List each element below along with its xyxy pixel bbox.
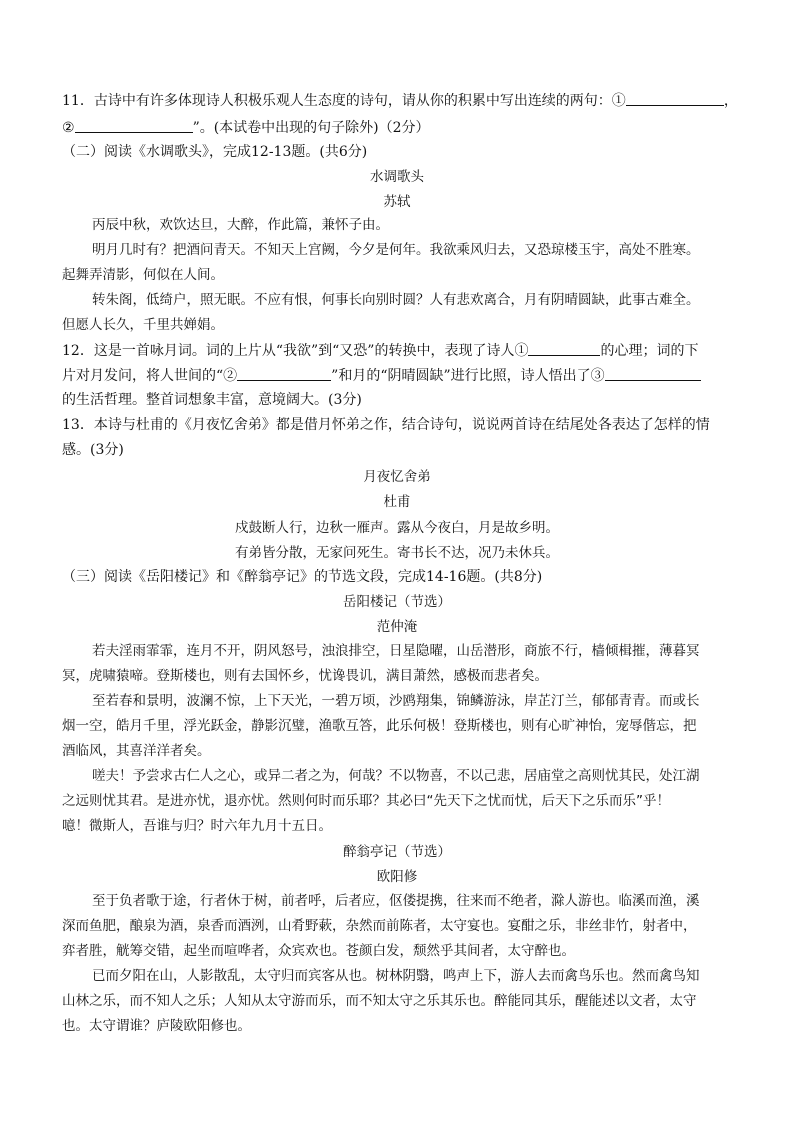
poem-lower-line-2: 但愿人长久，千里共婵娟。 (62, 317, 224, 333)
question-12-line-1 (62, 341, 698, 360)
section-2-intro: （二）阅读《水调歌头》，完成12-13题。(共6分) (62, 144, 368, 160)
poem-upper-line-1: 明月几时有？把酒问青天。不知天上宫阙，今夕是何年。我欲乘风归去，又恐琼楼玉宇，高处不胜寒。 (92, 242, 700, 258)
poem-upper-line-2: 起舞弄清影，何似在人间。 (62, 267, 224, 283)
answer-blank-11-1[interactable] (626, 91, 724, 106)
question-11-line-1 (62, 91, 738, 110)
answer-blank-12-2[interactable] (237, 366, 331, 381)
blank-marker: ② (62, 120, 75, 136)
essay-author-ouyangxiu: 欧阳修 (376, 869, 418, 885)
answer-blank-11-2[interactable] (75, 118, 193, 133)
poem-title-shuidiaogetou: 水调歌头 (370, 169, 424, 185)
yueyang-p1-line-2: 冥，虎啸猿啼。登斯楼也，则有去国怀乡，忧谗畏讥，满目萧然，感极而悲者矣。 (62, 668, 548, 684)
answer-blank-12-1[interactable] (528, 341, 600, 356)
zuiweng-p2-line-1: 已而夕阳在山，人影散乱，太守归而宾客从也。树林阴翳，鸣声上下，游人去而禽鸟乐也。然而禽鸟知 (92, 968, 700, 984)
section-3-intro: （三）阅读《岳阳楼记》和《醉翁亭记》的节选文段，完成14-16题。(共8分) (62, 569, 543, 585)
question-12-line-3: 的生活哲理。整首词想象丰富，意境阔大。(3分) (62, 392, 362, 408)
essay-title-yueyanglouji: 岳阳楼记（节选） (343, 594, 451, 610)
poem-line-2: 有弟皆分散，无家问死生。寄书长不达，况乃未休兵。 (235, 545, 559, 561)
poem-lower-line-1: 转朱阁，低绮户，照无眠。不应有恨，何事长向别时圆？人有悲欢离合，月有阴晴圆缺，此事古难全。 (92, 292, 700, 308)
zuiweng-p1-line-2: 深而鱼肥，酿泉为酒，泉香而酒洌，山肴野蔌，杂然而前陈者，太守宴也。宴酣之乐，非丝非竹，射者中， (62, 918, 697, 934)
question-12-text-cont: 的心理；词的下 (600, 343, 699, 359)
essay-author-fanzhongyan: 范仲淹 (376, 619, 418, 635)
yueyang-p3-line-1: 嗟夫！予尝求古仁人之心，或异二者之为，何哉？不以物喜，不以己悲，居庙堂之高则忧其民，处江湖 (92, 768, 700, 784)
poem-author-dufu: 杜甫 (383, 494, 411, 510)
essay-title-zuiwengtingji: 醉翁亭记（节选） (343, 844, 451, 860)
poem-title-yueyeyisheddi: 月夜忆舍弟 (363, 469, 431, 485)
poem-line-1: 戍鼓断人行，边秋一雁声。露从今夜白，月是故乡明。 (235, 520, 559, 536)
zuiweng-p1-line-1: 至于负者歌于途，行者休于树，前者呼，后者应，伛偻提携，往来而不绝者，滁人游也。临溪而渔，溪 (92, 893, 700, 909)
yueyang-p2-line-2: 烟一空，皓月千里，浮光跃金，静影沉璧，渔歌互答，此乐何极！登斯楼也，则有心旷神怡，宠辱偕忘，把 (62, 718, 697, 734)
question-11-line-2 (62, 118, 430, 137)
answer-blank-12-3[interactable] (605, 366, 701, 381)
yueyang-p2-line-1: 至若春和景明，波澜不惊，上下天光，一碧万顷，沙鸥翔集，锦鳞游泳，岸芷汀兰，郁郁青青。而或长 (92, 693, 700, 709)
zuiweng-p2-line-2: 山林之乐，而不知人之乐；人知从太守游而乐，而不知太守之乐其乐也。醉能同其乐，醒能述以文者，太守 (62, 993, 697, 1009)
yueyang-p3-line-3: 噫！微斯人，吾谁与归？时六年九月十五日。 (62, 818, 332, 834)
question-11-tail: ”。(本试卷中出现的句子除外)（2分） (192, 120, 430, 136)
punctuation: ， (723, 93, 738, 109)
question-12-text: 12．这是一首咏月词。词的上片从“我欲”到“又恐”的转换中，表现了诗人① (62, 343, 529, 359)
question-13-line-2: 感。(3分) (62, 442, 124, 458)
question-13-line-1: 13．本诗与杜甫的《月夜忆舍弟》都是借月怀弟之作，结合诗句，说说两首诗在结尾处各表达了怎样的情 (62, 417, 710, 433)
preface-line: 丙辰中秋，欢饮达旦，大醉，作此篇，兼怀子由。 (92, 217, 389, 233)
question-11-text: 11．古诗中有许多体现诗人积极乐观人生态度的诗句，请从你的积累中写出连续的两句：① (62, 93, 626, 109)
question-12-text-2: 片对月发问，将人世间的“② (62, 368, 238, 384)
yueyang-p2-line-3: 酒临风，其喜洋洋者矣。 (62, 743, 211, 759)
question-12-text-3: ”和月的“阴晴圆缺”进行比照，诗人悟出了③ (331, 368, 605, 384)
poem-author-sushi: 苏轼 (383, 194, 411, 210)
zuiweng-p1-line-3: 弈者胜，觥筹交错，起坐而喧哗者，众宾欢也。苍颜白发，颓然乎其间者，太守醉也。 (62, 943, 575, 959)
yueyang-p1-line-1: 若夫淫雨霏霏，连月不开，阴风怒号，浊浪排空，日星隐曜，山岳潜形，商旅不行，樯倾楫摧，薄暮冥 (92, 643, 700, 659)
question-12-line-2 (62, 366, 701, 385)
yueyang-p3-line-2: 之远则忧其君。是进亦忧，退亦忧。然则何时而乐耶？其必曰“先天下之忧而忧，后天下之乐而乐”乎！ (62, 793, 670, 809)
zuiweng-p2-line-3: 也。太守谓谁？庐陵欧阳修也。 (62, 1018, 251, 1034)
